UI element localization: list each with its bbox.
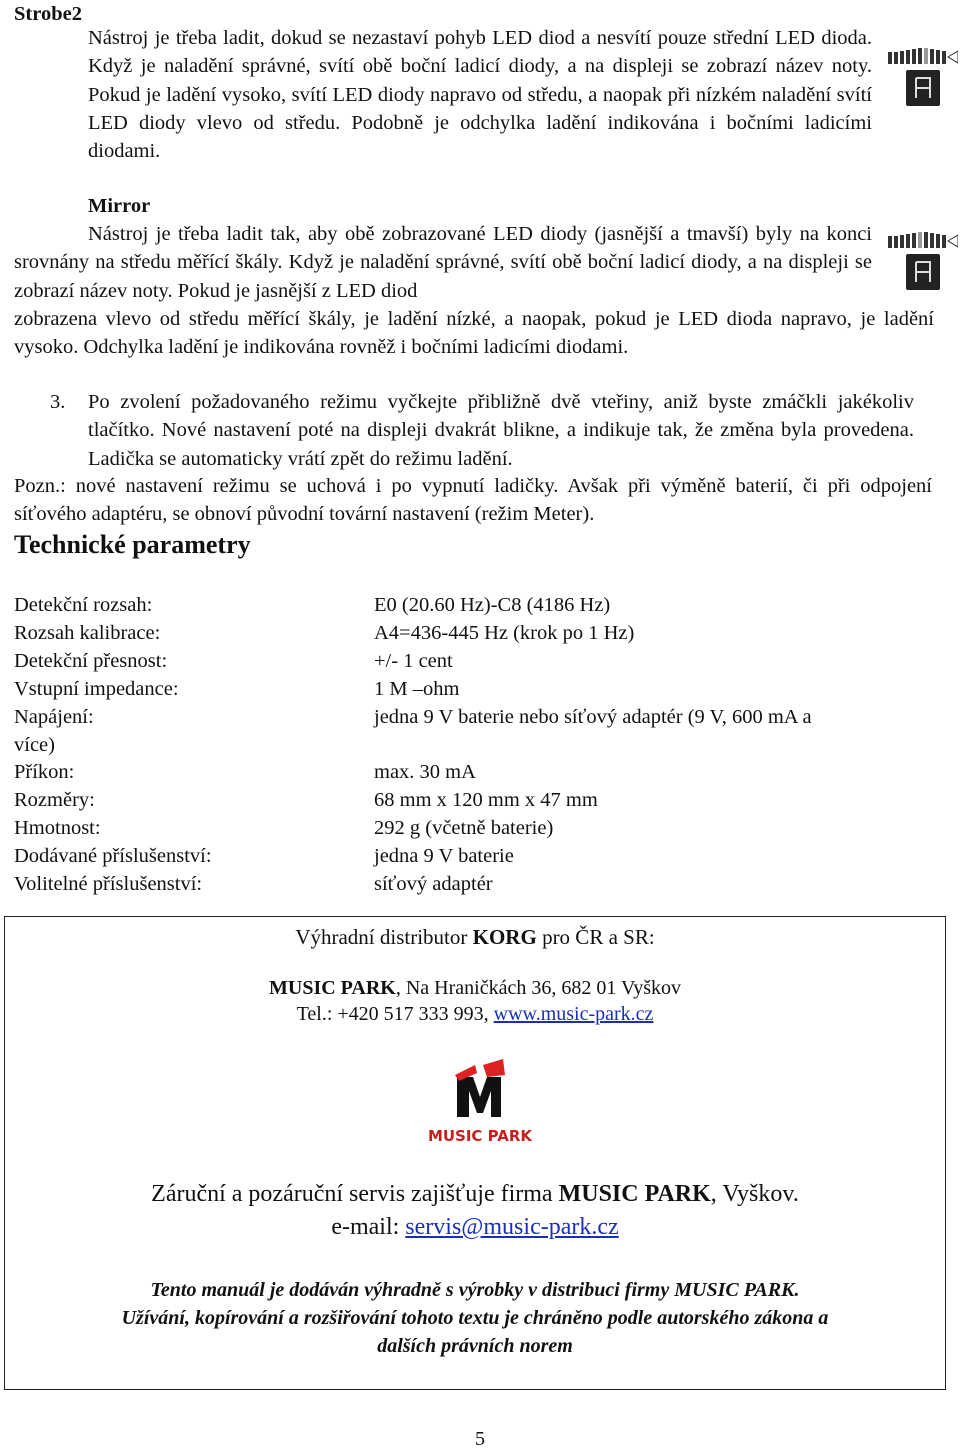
spec-label: Napájení: bbox=[14, 705, 94, 728]
spec-row bbox=[14, 592, 914, 620]
spec-value bbox=[374, 732, 914, 760]
strobe-text: Nástroj je třeba ladit, dokud se nezastaví pohyb LED diod a nesvítí pouze střední LED dioda. Když je naladění správné, svítí obě boční ladicí diody, a na displeji se zobrazí název noty. Pokud je ladění vysoko, svítí LED diody napravo od středu, a naopak při nízkém naladění svítí LED diody vlevo od středu. Podobně je odchylka ladění indikována i bočními ladicími diodami. bbox=[88, 27, 872, 163]
spec-value: max. 30 mA bbox=[374, 761, 476, 784]
page-number: 5 bbox=[475, 1428, 485, 1450]
email-label: e-mail: bbox=[331, 1214, 406, 1240]
spec-row bbox=[14, 759, 914, 787]
distributor-region: pro ČR a SR: bbox=[536, 925, 655, 949]
spec-value: 1 M –ohm bbox=[374, 677, 460, 700]
strobe-heading: Strobe2 bbox=[14, 3, 82, 25]
footer-line-3: dalších právních norem bbox=[377, 1335, 573, 1357]
spec-value: E0 (20.60 Hz)-C8 (4186 Hz) bbox=[374, 594, 611, 616]
spec-value: jedna 9 V baterie nebo síťový adaptér (9 V, 600 mA a bbox=[374, 705, 812, 728]
step-number: 3. bbox=[50, 391, 66, 413]
brand-name: KORG bbox=[472, 925, 537, 949]
spec-value: +/- 1 cent bbox=[374, 649, 453, 672]
spec-row bbox=[14, 676, 914, 704]
footer-line-2: Užívání, kopírování a rozšiřování tohoto textu je chráněno podle autorského zákona a bbox=[121, 1307, 829, 1329]
service-label: Záruční a pozáruční servis zajišťuje firma bbox=[151, 1181, 559, 1207]
website-link[interactable]: www.music-park.cz bbox=[493, 1003, 654, 1025]
spec-row bbox=[14, 620, 914, 648]
spec-row bbox=[14, 871, 914, 899]
distributor-label: Výhradní distributor bbox=[295, 925, 473, 949]
step-text: Po zvolení požadovaného režimu vyčkejte přibližně dvě vteřiny, aniž byste zmáčkli jakékoliv tlačítko. Nové nastavení poté na displeji dvakrát blikne, a indikuje tak, že změna byla provedena. Ladička se automaticky vrátí zpět do režimu ladění. bbox=[88, 391, 914, 470]
svg-text:MUSIC PARK: MUSIC PARK bbox=[427, 1127, 533, 1145]
section-title: Technické parametry bbox=[14, 530, 251, 559]
spec-row bbox=[14, 787, 914, 815]
spec-label: Rozsah kalibrace: bbox=[14, 621, 161, 644]
email-line bbox=[5, 1214, 945, 1241]
spec-value: jedna 9 V baterie bbox=[374, 845, 514, 868]
spec-row bbox=[14, 704, 914, 732]
service-city: , Vyškov. bbox=[710, 1181, 799, 1207]
mirror-text-a: Nástroj je třeba ladit tak, aby obě zobrazované LED diody (jasnější a tmavší) byly na konci srovnány na středu měřící škály. Když je naladění správné, svítí obě boční ladicí diody, a na displeji se zobrazí název noty. Pokud je jasnější z LED diod bbox=[14, 223, 872, 302]
music-park-logo bbox=[415, 1055, 545, 1151]
spec-label: více) bbox=[14, 733, 55, 756]
mirror-heading: Mirror bbox=[88, 195, 151, 217]
contact-line bbox=[5, 1003, 945, 1026]
distributor-box bbox=[4, 916, 946, 1390]
spec-value: síťový adaptér bbox=[374, 873, 493, 896]
company-name: MUSIC PARK bbox=[269, 977, 396, 999]
service-company: MUSIC PARK bbox=[558, 1181, 711, 1207]
spec-row bbox=[14, 732, 914, 760]
mirror-text-b: zobrazena vlevo od středu měřící škály, je ladění nízké, a naopak, pokud je LED dioda napravo, je ladění vysoko. Odchylka ladění je indikována rovněž i bočními ladicími diodami. bbox=[14, 308, 934, 359]
spec-label: Volitelné příslušenství: bbox=[14, 873, 203, 896]
service-line bbox=[5, 1181, 945, 1208]
specs-table bbox=[14, 592, 914, 899]
tuner-display-icon bbox=[888, 46, 958, 106]
spec-label: Detekční přesnost: bbox=[14, 649, 168, 672]
note-text: Pozn.: nové nastavení režimu se uchová i po vypnutí ladičky. Avšak při výměně baterií, či při odpojení síťového adaptéru, se obnoví původní tovární nastavení (režim Meter). bbox=[14, 475, 932, 526]
spec-label: Detekční rozsah: bbox=[14, 594, 153, 616]
spec-label: Příkon: bbox=[14, 761, 75, 784]
tuner-display-icon bbox=[888, 230, 958, 290]
spec-value: 292 g (včetně baterie) bbox=[374, 817, 554, 840]
email-link[interactable]: servis@music-park.cz bbox=[405, 1214, 619, 1240]
spec-label: Vstupní impedance: bbox=[14, 677, 179, 700]
footer-line-1: Tento manuál je dodáván výhradně s výrobky v distribuci firmy MUSIC PARK. bbox=[150, 1279, 800, 1301]
spec-row bbox=[14, 815, 914, 843]
telephone: Tel.: +420 517 333 993, bbox=[296, 1003, 494, 1025]
spec-row bbox=[14, 648, 914, 676]
address-line bbox=[5, 977, 945, 1000]
spec-value: A4=436-445 Hz (krok po 1 Hz) bbox=[374, 621, 635, 644]
distributor-line bbox=[5, 925, 945, 950]
spec-label: Dodávané příslušenství: bbox=[14, 845, 212, 868]
address: , Na Hraničkách 36, 682 01 Vyškov bbox=[395, 977, 681, 999]
spec-value: 68 mm x 120 mm x 47 mm bbox=[374, 789, 598, 812]
spec-row bbox=[14, 843, 914, 871]
spec-label: Hmotnost: bbox=[14, 817, 101, 840]
spec-label: Rozměry: bbox=[14, 789, 95, 812]
